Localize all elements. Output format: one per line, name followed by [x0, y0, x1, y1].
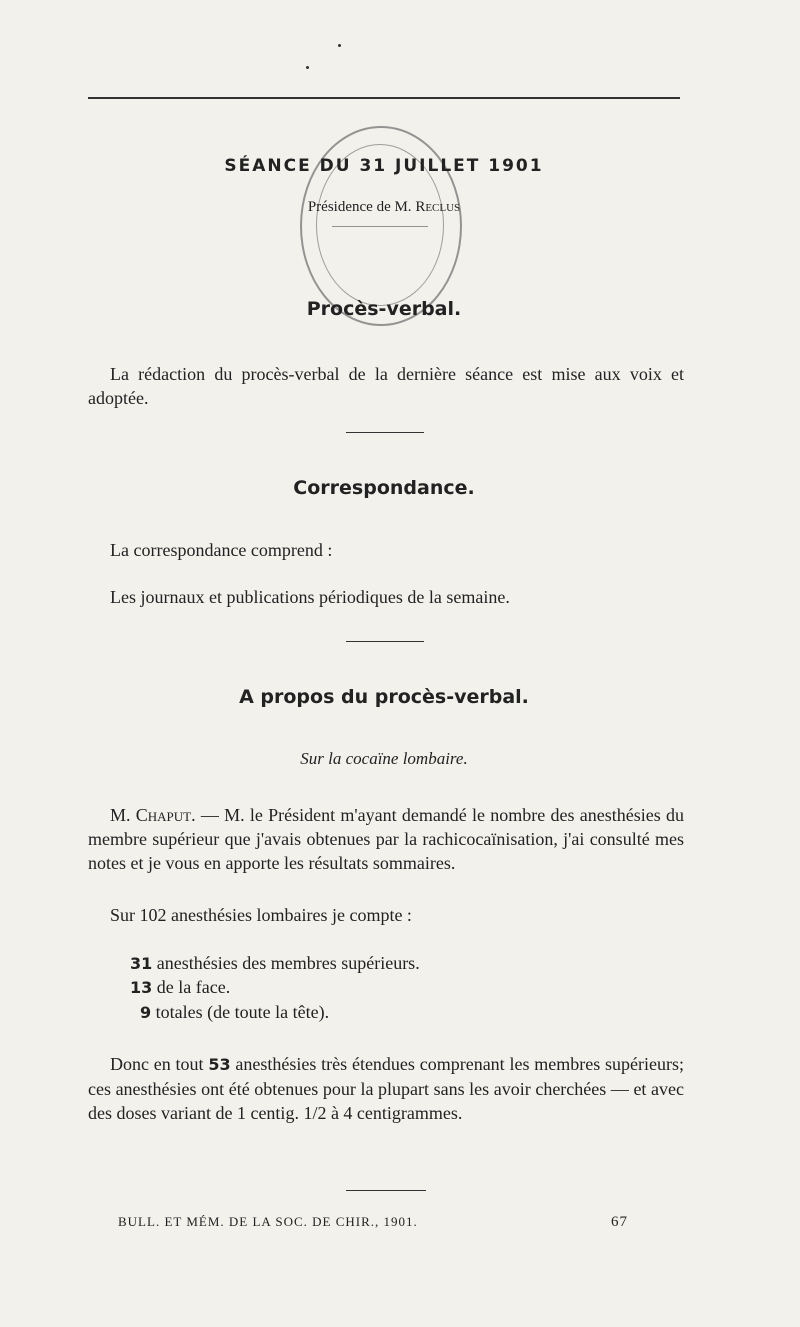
list-item	[140, 1002, 329, 1023]
section-divider	[346, 432, 424, 433]
chaput-paragraph	[88, 803, 684, 875]
correspondance-line-1: La correspondance comprend :	[110, 540, 333, 560]
page-number: 67	[611, 1214, 628, 1230]
top-rule	[88, 97, 680, 99]
seance-title: SÉANCE DU 31 JUILLET 1901	[224, 156, 544, 176]
library-stamp-line	[332, 226, 428, 227]
speaker-name: M. Chaput.	[110, 805, 196, 825]
list-item-number: 9	[140, 1003, 152, 1022]
heading-correspondance: Correspondance.	[293, 477, 475, 499]
conclusion-text-a: Donc en tout	[110, 1054, 209, 1074]
presidence-prefix: Présidence de M.	[307, 199, 416, 215]
ink-speck	[338, 44, 341, 47]
list-item-text: de la face.	[152, 977, 231, 997]
list-item-number: 13	[130, 978, 153, 997]
statistics-intro: Sur 102 anesthésies lombaires je compte :	[110, 905, 412, 925]
president-name: Reclus	[415, 199, 461, 215]
conclusion-paragraph	[88, 1052, 684, 1125]
heading-a-propos: A propos du procès-verbal.	[239, 686, 529, 708]
conclusion-text-b: anesthésies très étendues comprenant les membres supérieurs; ces anesthésies ont été obtenues pour la plupart sans les avoir cherchées — et avec des doses variant de 1 centig. 1/2 à 4 centigrammes.	[88, 1054, 685, 1123]
list-item-text: totales (de toute la tête).	[151, 1002, 330, 1022]
chaput-text: — M. le Président m'ayant demandé le nombre des anesthésies du membre supérieur que j'avais obtenues par la rachicocaïnisation, j'ai consulté mes notes et je vous en apporte les résultats sommaires.	[88, 805, 684, 873]
list-item	[130, 977, 230, 998]
list-item-text: anesthésies des membres supérieurs.	[152, 953, 420, 973]
section-divider	[346, 641, 424, 642]
heading-proces-verbal: Procès-verbal.	[306, 298, 462, 320]
presidence-line	[88, 199, 680, 216]
page-footer	[118, 1214, 628, 1230]
proces-verbal-text: La rédaction du procès-verbal de la dernière séance est mise aux voix et adoptée.	[88, 364, 684, 408]
ink-speck	[306, 66, 309, 69]
footer-divider	[346, 1190, 426, 1191]
list-item	[130, 953, 420, 974]
list-item-number: 31	[130, 954, 153, 973]
subheading-cocaine: Sur la cocaïne lombaire.	[300, 749, 468, 768]
journal-reference: BULL. ET MÉM. DE LA SOC. DE CHIR., 1901.	[118, 1214, 418, 1229]
correspondance-line-2: Les journaux et publications périodiques de la semaine.	[110, 587, 510, 607]
conclusion-number: 53	[208, 1055, 231, 1074]
